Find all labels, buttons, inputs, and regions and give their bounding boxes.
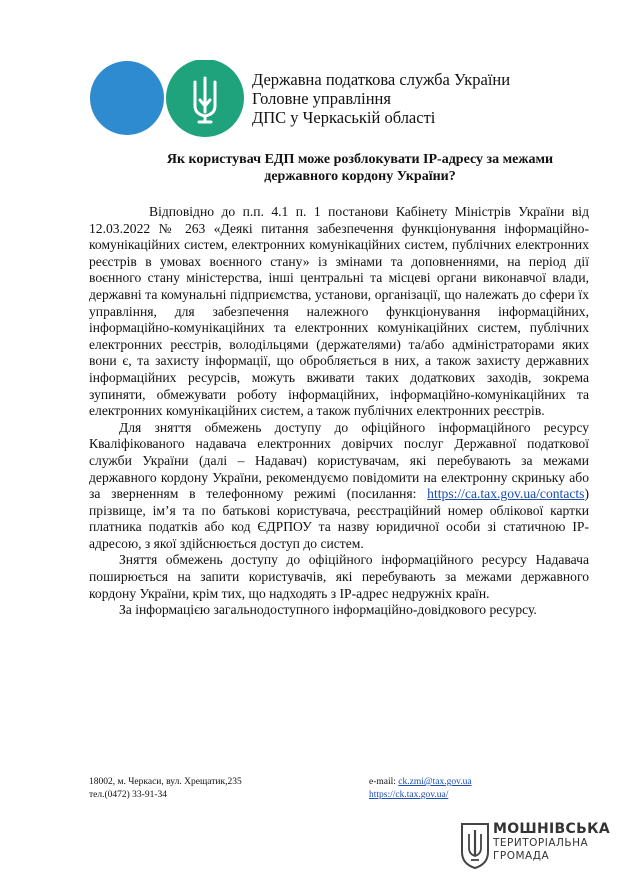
email-link[interactable]: ck.zmi@tax.gov.ua — [398, 777, 472, 787]
coat-of-arms-icon — [462, 824, 488, 868]
paragraph-1: Відповідно до п.п. 4.1 п. 1 постанови Кабінету Міністрів України від 12.03.2022 № 263 «Деякі питання забезпечення функціонування інформаційно-комунікаційних систем, електронних комунікаційних систем, публічних електронних реєстрів в умовах воєнного стану» із змінами та доповненнями, на період дії воєнного стану міністерства, інші центральні та місцеві органи виконавчої влади, державні та комунальні підприємства, установи, організації, що належать до сфери їх управління, для забезпечення належного функціонування інформаційних, інформаційно-комунікаційних та електронних комунікаційних систем, публічних електронних реєстрів, володільцями (держателями) та/або адміністраторами яких вони є, та захисту інформації, що обробляється в них, а також захисту державних інформаційних ресурсів, можуть вживати таких додаткових заходів, зокрема зупиняти, обмежувати роботу інформаційних, інформаційно-комунікаційних та електронних комунікаційних систем, а також публічних електронних реєстрів. — [89, 204, 589, 419]
dps-logo — [90, 60, 260, 140]
org-line: ДПС у Черкаській області — [252, 108, 436, 127]
community-line-3: ГРОМАДА — [493, 850, 550, 862]
footer-email-row — [369, 776, 472, 789]
paragraph-3: Зняття обмежень доступу до офіційного інформаційного ресурсу Надавача поширюється на запити користувачів, які перебувають за межами державного кордону України, крім тих, що надходять з IP-адрес недружніх країн. — [89, 552, 589, 601]
email-label: e-mail: — [369, 777, 399, 787]
footer-phone: тел.(0472) 33-91-34 — [89, 790, 168, 800]
paragraph-2-text-end: ) прізвище, ім’я та по батькові користувача, реєстраційний номер облікової картки платника податків або код ЄДРПОУ та назву юридичної особи зі статичною IP-адресою, з якої здійснюється доступ до систем. — [89, 486, 589, 551]
title-line: Як користувач ЕДП може розблокувати IP-адресу за межами — [166, 152, 554, 167]
logo-blue-circle — [90, 61, 164, 135]
org-line: Державна податкова служба України — [252, 70, 511, 89]
document-title — [140, 151, 580, 185]
paragraph-4: За інформацією загальнодоступного інформаційно-довідкового ресурсу. — [119, 602, 537, 618]
footer-online — [369, 776, 472, 802]
contacts-link[interactable]: https://ca.tax.gov.ua/contacts — [427, 486, 585, 502]
paragraph-2-text: Для зняття обмежень доступу до офіційного інформаційного ресурсу Кваліфікованого надавача електронних довірчих послуг Державної податкової служби України (далі – Надавач) користувачам, які перебувають за межами державного кордону України, рекомендуємо повідомити на електронну скриньку або за зверненням в телефонному режимі (посилання: — [89, 419, 589, 502]
organization-name — [252, 70, 510, 127]
community-line-1: МОШНІВСЬКА — [493, 821, 610, 837]
footer-address: 18002, м. Черкаси, вул. Хрещатик,235 — [89, 777, 242, 787]
document-body — [89, 204, 589, 619]
community-line-2: ТЕРИТОРІАЛЬНА — [493, 837, 589, 849]
footer-contacts — [89, 776, 242, 802]
website-link[interactable]: https://ck.tax.gov.ua/ — [369, 790, 449, 800]
paragraph-2 — [89, 420, 589, 553]
community-name — [493, 823, 610, 862]
org-line: Головне управління — [252, 89, 391, 108]
footer-website-row — [369, 789, 472, 802]
title-line: державного кордону України? — [264, 169, 456, 184]
